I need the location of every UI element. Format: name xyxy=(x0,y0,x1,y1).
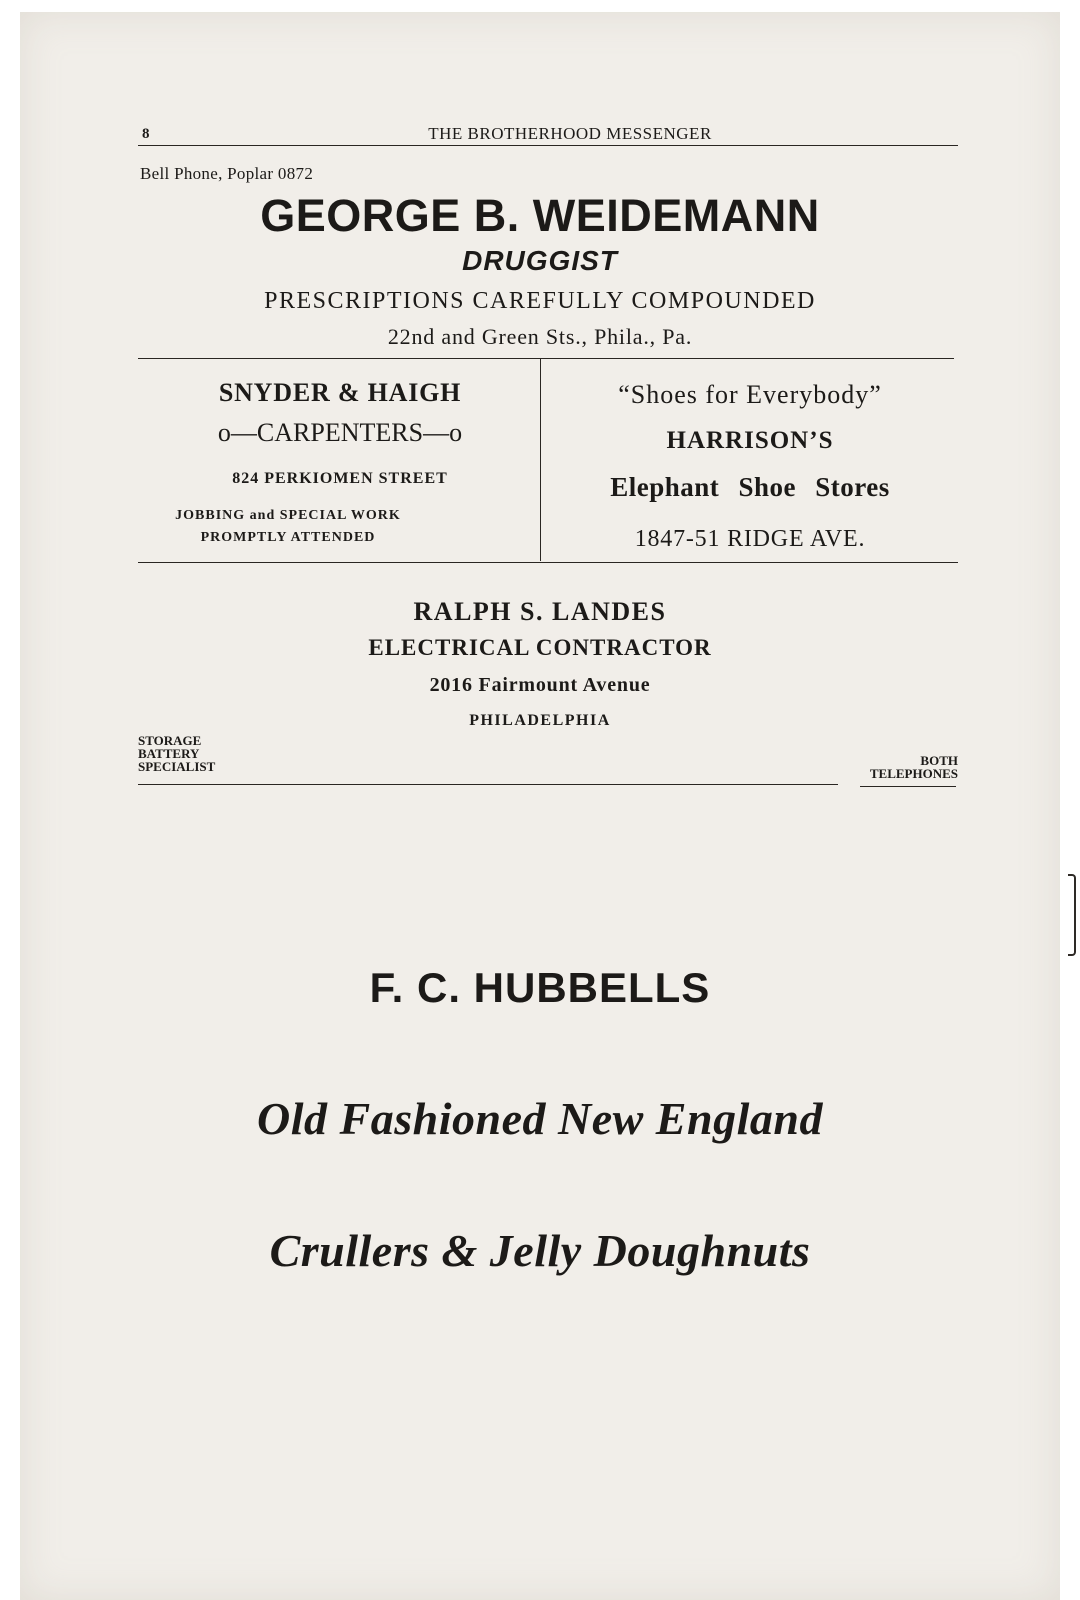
bakery-slogan-line: Crullers & Jelly Doughnuts xyxy=(269,1225,811,1276)
carpenter-trade: o—CARPENTERS—o xyxy=(217,418,463,447)
shoe-store-address: 1847-51 RIDGE AVE. xyxy=(634,526,866,552)
druggist-title: DRUGGIST xyxy=(462,245,618,276)
telephones-note xyxy=(780,754,958,780)
magazine-page xyxy=(20,12,1060,1600)
electrician-address: 2016 Fairmount Avenue xyxy=(429,674,651,696)
carpenter-note xyxy=(138,505,438,549)
telephones-note-line: TELEPHONES xyxy=(869,766,958,781)
binding-clip xyxy=(1068,874,1076,956)
header-rule xyxy=(138,145,958,146)
shoe-slogan: “Shoes for Everybody” xyxy=(618,380,882,409)
column-divider xyxy=(540,358,541,561)
battery-note-line: BATTERY xyxy=(138,746,200,761)
druggist-address: 22nd and Green Sts., Phila., Pa. xyxy=(387,324,693,349)
battery-note-line: SPECIALIST xyxy=(138,759,216,774)
carpenter-note-line: PROMPTLY ATTENDED xyxy=(200,530,376,545)
battery-note xyxy=(138,734,298,773)
battery-note-line: STORAGE xyxy=(138,733,202,748)
electrician-title: ELECTRICAL CONTRACTOR xyxy=(368,635,712,660)
running-title: THE BROTHERHOOD MESSENGER xyxy=(428,124,712,143)
section-divider-segment xyxy=(860,786,956,787)
carpenter-name: SNYDER & HAIGH xyxy=(218,378,462,407)
section-divider xyxy=(138,562,958,563)
bakery-name: F. C. HUBBELLS xyxy=(369,964,711,1011)
telephones-note-line: BOTH xyxy=(920,753,958,768)
section-divider xyxy=(138,784,838,785)
carpenter-address: 824 PERKIOMEN STREET xyxy=(232,470,448,487)
phone-line: Bell Phone, Poplar 0872 xyxy=(140,164,314,183)
electrician-city: PHILADELPHIA xyxy=(469,712,611,729)
druggist-name: GEORGE B. WEIDEMANN xyxy=(260,190,820,241)
section-divider xyxy=(138,358,954,359)
shoe-store-name: HARRISON’S xyxy=(666,427,834,454)
bakery-slogan-line: Old Fashioned New England xyxy=(257,1093,823,1144)
electrician-name: RALPH S. LANDES xyxy=(413,597,667,626)
druggist-tagline: PRESCRIPTIONS CAREFULLY COMPOUNDED xyxy=(264,288,816,314)
shoe-store-subtitle: Elephant Shoe Stores xyxy=(610,472,890,502)
page-number: 8 xyxy=(142,126,150,142)
carpenter-note-line: JOBBING and SPECIAL WORK xyxy=(175,508,401,523)
